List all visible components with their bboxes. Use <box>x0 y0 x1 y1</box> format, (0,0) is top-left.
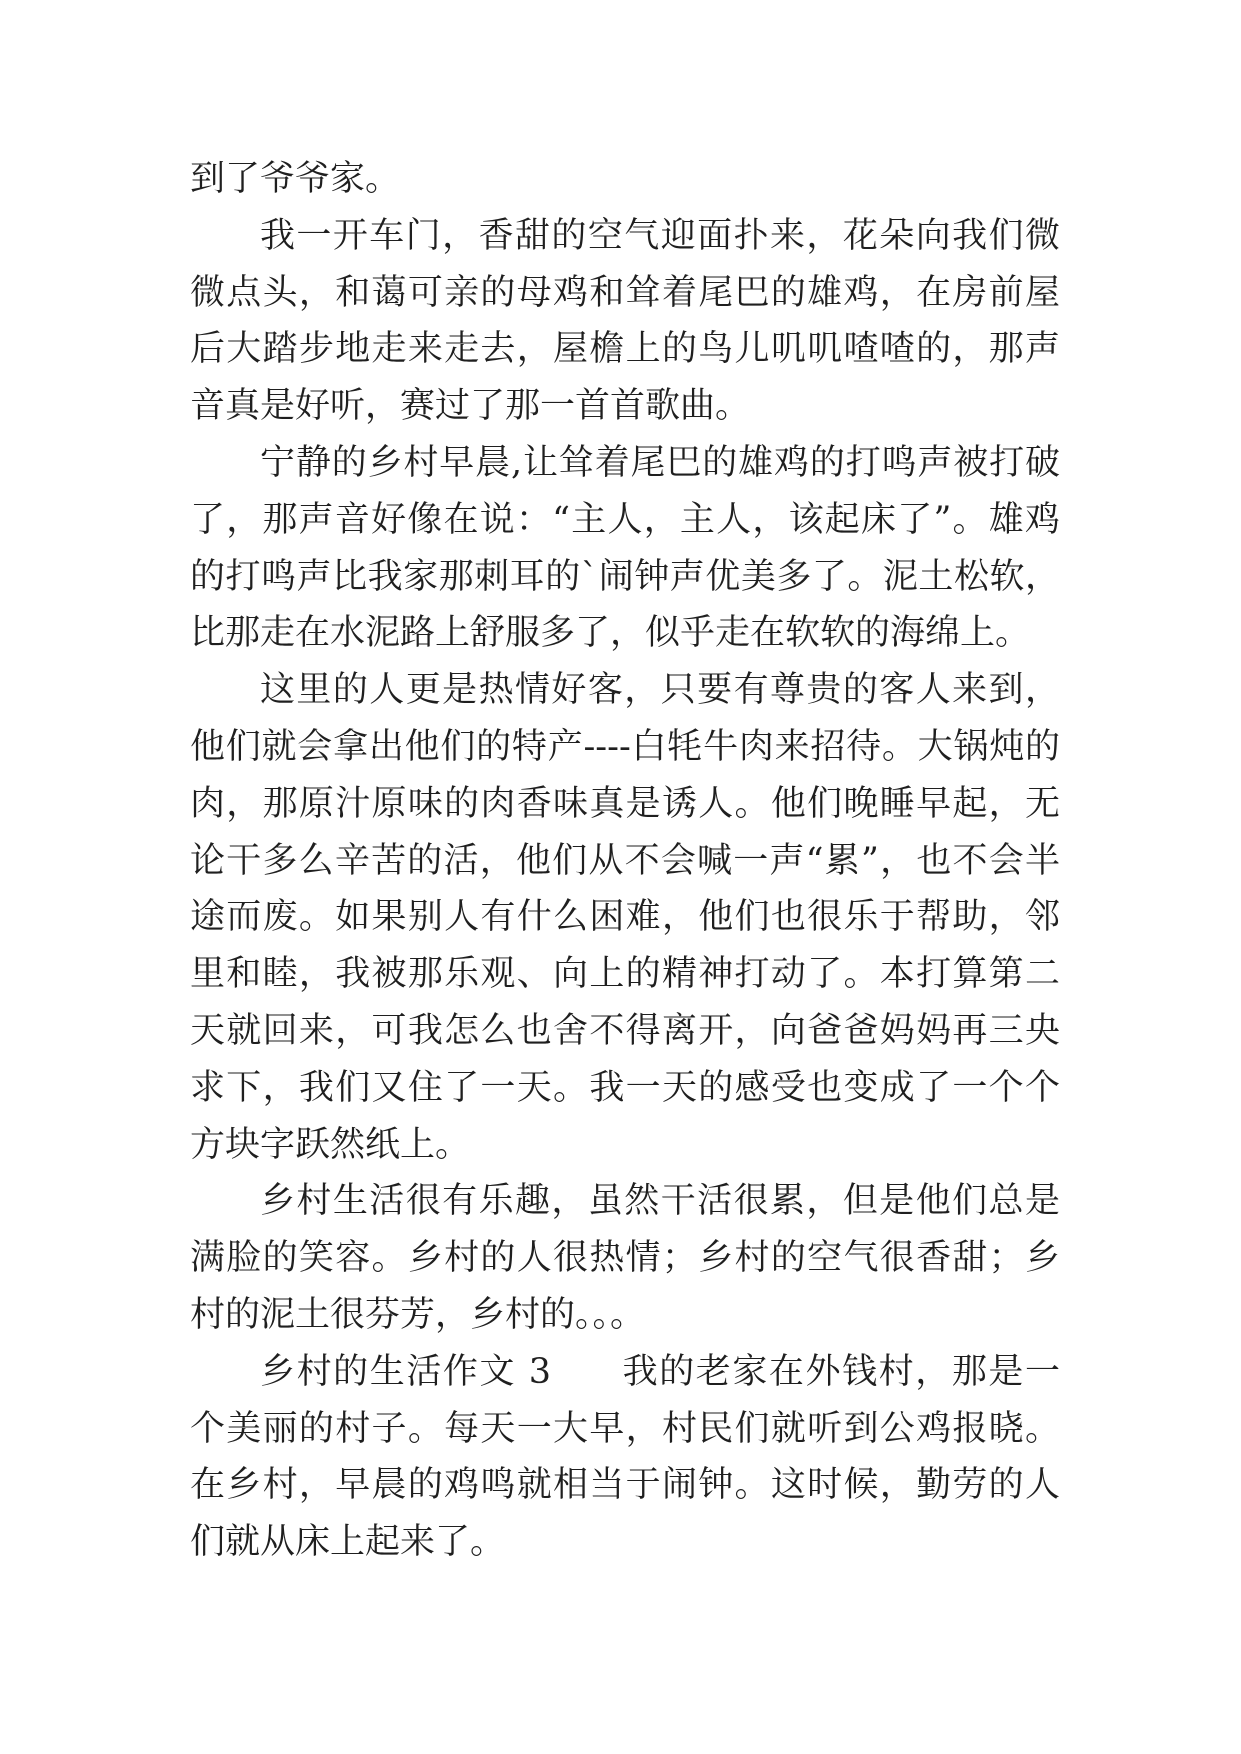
article-body <box>190 151 1060 1571</box>
essay-title: 乡村的生活作文 3 <box>260 1351 552 1392</box>
paragraph-car-door: 我一开车门，香甜的空气迎面扑来，花朵向我们微微点头，和蔼可亲的母鸡和耸着尾巴的雄鸡，在房前屋后大踏步地走来走去，屋檐上的鸟儿叽叽喳喳的，那声音真是好听，赛过了那一首首歌曲。 <box>190 215 1060 427</box>
paragraph-essay-3 <box>190 1344 1060 1571</box>
paragraph-morning-rooster: 宁静的乡村早晨,让耸着尾巴的雄鸡的打鸣声被打破了，那声音好像在说：“主人，主人，该起床了”。雄鸡的打鸣声比我家那刺耳的`闹钟声优美多了。泥土松软，比那走在水泥路上舒服多了，似乎走在软软的海绵上。 <box>190 442 1060 654</box>
essay-3-text: 我的老家在外钱村，那是一个美丽的村子。每天一大早，村民们就听到公鸡报晓。在乡村，早晨的鸡鸣就相当于闹钟。这时候，勤劳的人们就从床上起来了。 <box>190 1351 1060 1563</box>
paragraph-hospitable-people: 这里的人更是热情好客，只要有尊贵的客人来到，他们就会拿出他们的特产----白牦牛肉来招待。大锅炖的肉，那原汁原味的肉香味真是诱人。他们晚睡早起，无论干多么辛苦的活，他们从不会喊一声“累”，也不会半途而废。如果别人有什么困难，他们也很乐于帮助，邻里和睦，我被那乐观、向上的精神打动了。本打算第二天就回来，可我怎么也舍不得离开，向爸爸妈妈再三央求下，我们又住了一天。我一天的感受也变成了一个个方块字跃然纸上。 <box>190 670 1060 1165</box>
paragraph-continuation: 到了爷爷家。 <box>190 159 401 199</box>
paragraph-village-fun: 乡村生活很有乐趣，虽然干活很累，但是他们总是满脸的笑容。乡村的人很热情；乡村的空气很香甜；乡村的泥土很芬芳，乡村的。。。 <box>190 1181 1060 1335</box>
